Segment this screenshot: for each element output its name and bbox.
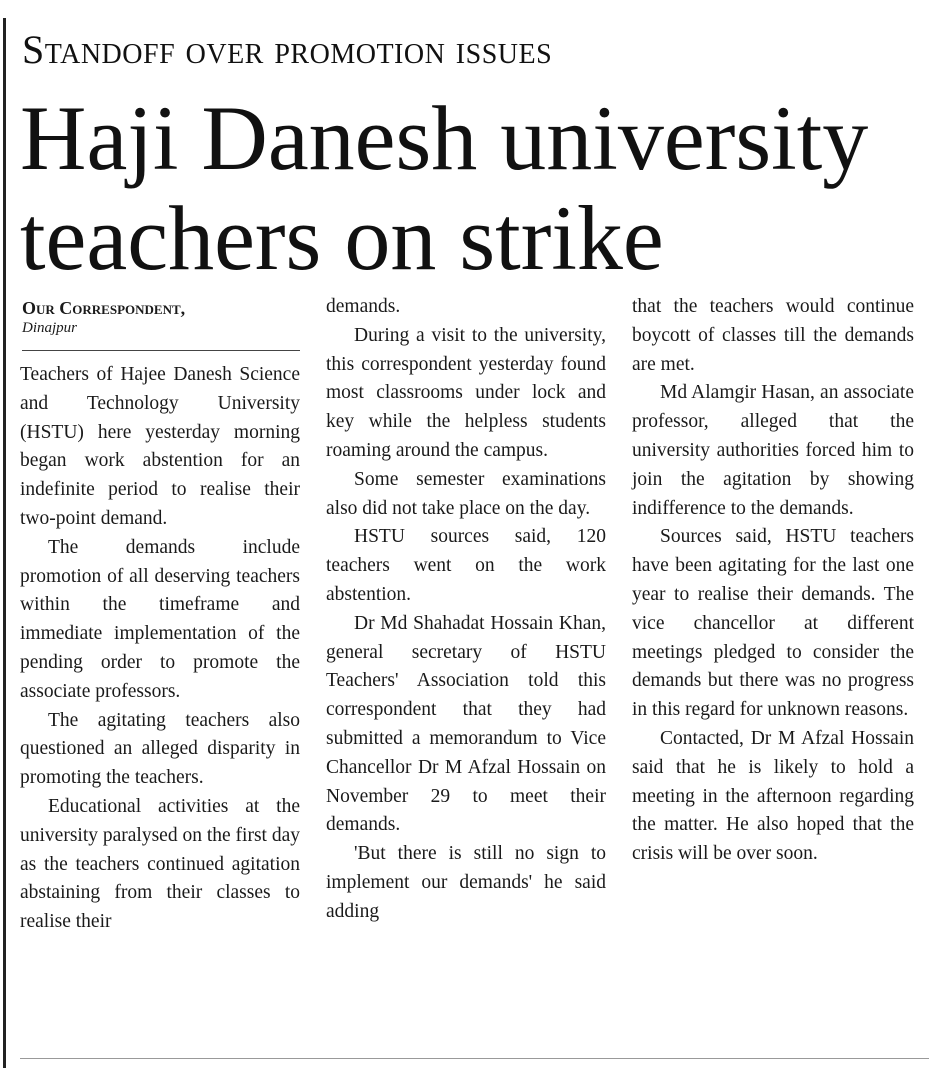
paragraph: Teachers of Hajee Danesh Science and Technology University (HSTU) here yesterday morning began work abstention for an indefinite period to realise their two-point demand. <box>20 364 300 529</box>
byline-name: Our Correspondent, <box>22 298 186 318</box>
paragraph: 'But there is still no sign to implement our demands' he said adding <box>326 843 606 922</box>
byline-divider <box>22 350 300 351</box>
paragraph: During a visit to the university, this correspondent yesterday found most classrooms under lock and key while the helpless students roaming around the campus. <box>326 324 606 461</box>
paragraph: Educational activities at the university paralysed on the first day as the teachers continued agitation abstaining from their classes to realise their <box>20 795 300 933</box>
byline-location: Dinajpur <box>22 320 78 336</box>
column-3 <box>632 293 914 869</box>
paragraph: Some semester examinations also did not take place on the day. <box>326 468 606 519</box>
paragraph: The agitating teachers also questioned an alleged disparity in promoting the teachers. <box>20 709 300 789</box>
paragraph: HSTU sources said, 120 teachers went on the work abstention. <box>326 526 606 605</box>
left-column-rule <box>3 18 6 1068</box>
byline <box>22 297 300 337</box>
paragraph: Md Alamgir Hasan, an associate professor, alleged that the university authorities forced him to join the agitation by showing indifference to the demands. <box>632 382 914 519</box>
paragraph: demands. <box>326 296 401 317</box>
column-1 <box>20 361 300 937</box>
bottom-rule <box>20 1058 929 1059</box>
paragraph: Contacted, Dr M Afzal Hossain said that he is likely to hold a meeting in the afternoon regarding the matter. He also hoped that the crisis will be over soon. <box>632 727 914 865</box>
paragraph: Dr Md Shahadat Hossain Khan, general secretary of HSTU Teachers' Association told this correspondent that they had submitted a memorandum to Vice Chancellor Dr M Afzal Hossain on November 29 to meet their demands. <box>326 612 606 836</box>
paragraph: that the teachers would continue boycott of classes till the demands are met. <box>632 296 914 375</box>
kicker: Standoff over promotion issues <box>22 27 553 72</box>
headline: Haji Danesh university teachers on strike <box>20 87 869 289</box>
column-2 <box>326 293 606 927</box>
paragraph: Sources said, HSTU teachers have been agitating for the last one year to realise their demands. The vice chancellor at different meetings pledged to consider the demands but there was no progress in this regard for unknown reasons. <box>632 526 914 721</box>
paragraph: The demands include promotion of all deserving teachers within the timeframe and immediate implementation of the pending order to promote the associate professors. <box>20 536 300 702</box>
